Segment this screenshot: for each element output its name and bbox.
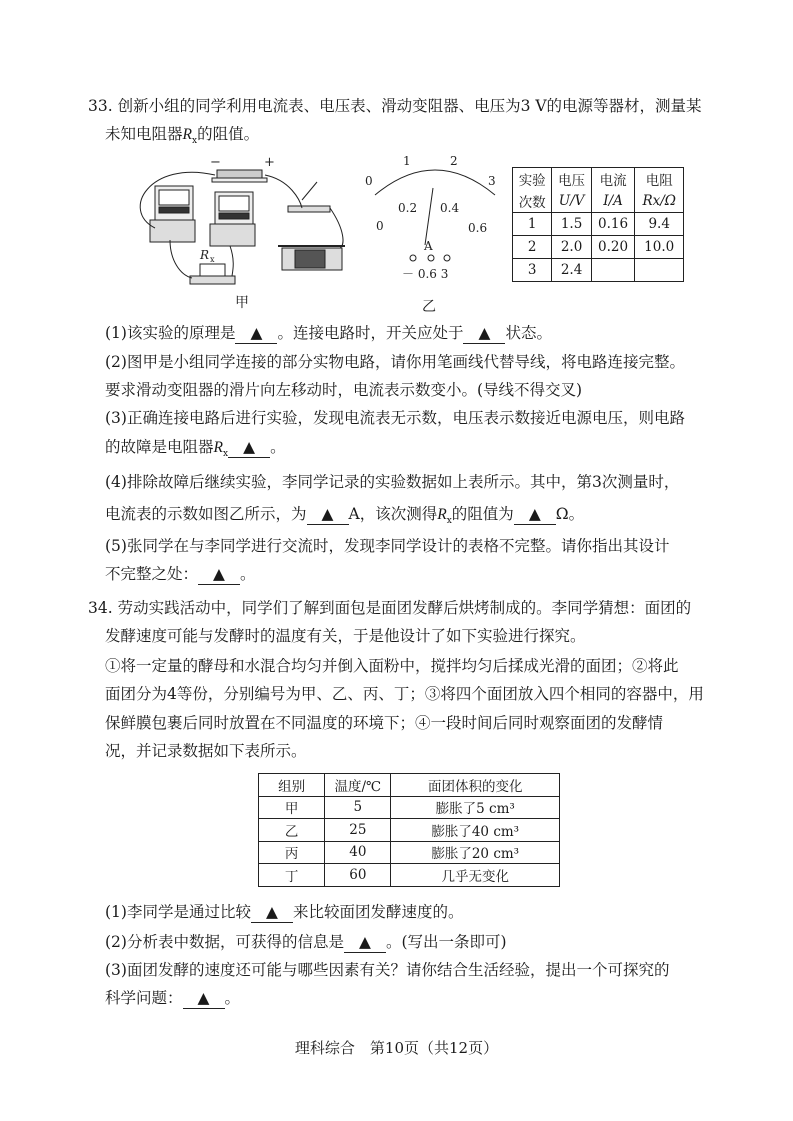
cell: Rx/Ω bbox=[635, 190, 684, 213]
cell: 膨胀了40 cm³ bbox=[391, 819, 560, 842]
switch-icon bbox=[288, 182, 330, 212]
table-row bbox=[259, 796, 560, 819]
resistor-rx-icon bbox=[190, 264, 235, 284]
answer-blank[interactable]: ▲ bbox=[463, 323, 505, 344]
cell: 9.4 bbox=[635, 213, 684, 236]
battery-icon bbox=[212, 170, 267, 182]
text: 。连接电路时，开关应处于 bbox=[277, 324, 464, 342]
rheostat-icon bbox=[278, 246, 345, 270]
cell: I/A bbox=[591, 190, 635, 213]
ammeter-icon bbox=[150, 186, 195, 242]
text: 的阻值。 bbox=[197, 125, 260, 143]
text: 。 bbox=[270, 438, 286, 456]
answer-blank[interactable]: ▲ bbox=[307, 504, 349, 525]
q33-part-5b bbox=[105, 564, 256, 585]
cell: 1.5 bbox=[552, 213, 591, 236]
cell: 电压 bbox=[552, 168, 591, 191]
text: 的阻值为 bbox=[451, 505, 514, 523]
cell: 0.16 bbox=[591, 213, 635, 236]
page-footer: 理科综合 第10页（共12页） bbox=[294, 1039, 499, 1057]
q33-part-4b bbox=[105, 504, 584, 531]
q34-stem-1: 34. 劳动实践活动中，同学们了解到面包是面团发酵后烘烤制成的。李同学猜想：面团的 bbox=[88, 599, 692, 617]
cell: 电阻 bbox=[635, 168, 684, 191]
rx-sub: x bbox=[222, 449, 229, 460]
q34-stem-3: ①将一定量的酵母和水混合均匀并倒入面粉中，搅拌均匀后揉成光滑的面团；②将此 bbox=[105, 657, 679, 675]
cell: 丁 bbox=[259, 864, 325, 887]
q34-part-3a: (3)面团发酵的速度还可能与哪些因素有关？请你结合生活经验，提出一个可探究的 bbox=[105, 961, 670, 979]
rx-symbol: R bbox=[213, 439, 223, 456]
ammeter-dial bbox=[365, 154, 496, 281]
cell: 5 bbox=[325, 796, 391, 819]
table-row bbox=[259, 841, 560, 864]
answer-blank[interactable]: ▲ bbox=[198, 564, 240, 585]
table-row bbox=[513, 236, 684, 259]
q34-part-2 bbox=[105, 932, 507, 953]
rx-symbol: R bbox=[182, 126, 192, 143]
text: 不完整之处： bbox=[105, 565, 199, 583]
q33-data-table bbox=[512, 167, 684, 282]
scale-top-2: 2 bbox=[450, 154, 458, 168]
text: 的故障是电阻器 bbox=[105, 438, 214, 456]
cell: 膨胀了5 cm³ bbox=[391, 796, 560, 819]
q34-data-table bbox=[258, 773, 560, 887]
cell: 3 bbox=[513, 259, 552, 282]
cell: 甲 bbox=[259, 796, 325, 819]
fig-label-yi: 乙 bbox=[422, 299, 436, 315]
text: 未知电阻器 bbox=[105, 125, 183, 143]
answer-blank[interactable]: ▲ bbox=[228, 437, 270, 458]
cell: 组别 bbox=[259, 774, 325, 797]
text: 电流表的示数如图乙所示，为 bbox=[105, 505, 307, 523]
text: 。(写出一条即可) bbox=[385, 933, 507, 951]
cell: 40 bbox=[325, 841, 391, 864]
table-row bbox=[513, 259, 684, 282]
cell: 膨胀了20 cm³ bbox=[391, 841, 560, 864]
cell: 60 bbox=[325, 864, 391, 887]
q34-stem-4: 面团分为4等份，分别编号为甲、乙、丙、丁；③将四个面团放入四个相同的容器中，用 bbox=[105, 685, 704, 703]
circuit-figure bbox=[130, 150, 510, 315]
q34-part-3b bbox=[105, 988, 240, 1009]
terminal-labels: － 0.6 3 bbox=[402, 267, 449, 281]
cell bbox=[591, 259, 635, 282]
text: (2)分析表中数据，可获得的信息是 bbox=[105, 933, 344, 951]
cell: 2 bbox=[513, 236, 552, 259]
text: (1)李同学是通过比较 bbox=[105, 903, 251, 921]
answer-blank[interactable]: ▲ bbox=[235, 323, 277, 344]
rx-sub: x bbox=[210, 255, 215, 264]
table-row bbox=[513, 168, 684, 191]
answer-blank[interactable]: ▲ bbox=[514, 504, 556, 525]
voltmeter-icon bbox=[210, 192, 255, 246]
text: (1)该实验的原理是 bbox=[105, 324, 236, 342]
q33-stem-2 bbox=[105, 124, 259, 151]
cell: 温度/℃ bbox=[325, 774, 391, 797]
cell: 丙 bbox=[259, 841, 325, 864]
cell: 0.20 bbox=[591, 236, 635, 259]
battery-plus-sign: + bbox=[264, 155, 275, 170]
scale-top-0: 0 bbox=[365, 174, 373, 188]
unit-label: A bbox=[424, 239, 433, 253]
text: 。 bbox=[224, 989, 241, 1007]
q34-stem-6: 况，并记录数据如下表所示。 bbox=[105, 742, 307, 760]
scale-bottom-3: 0.6 bbox=[468, 221, 488, 235]
rx-symbol: R bbox=[437, 506, 447, 523]
cell: 10.0 bbox=[635, 236, 684, 259]
cell: 几乎无变化 bbox=[391, 864, 560, 887]
table-row bbox=[259, 819, 560, 842]
cell: 2.0 bbox=[552, 236, 591, 259]
scale-bottom-1: 0.2 bbox=[398, 201, 418, 215]
answer-blank[interactable]: ▲ bbox=[344, 932, 386, 953]
rx-symbol: R bbox=[200, 248, 210, 262]
cell: 面团体积的变化 bbox=[391, 774, 560, 797]
table-row bbox=[259, 774, 560, 797]
cell: U/V bbox=[552, 190, 591, 213]
rx-sub: x bbox=[191, 136, 198, 147]
q33-part-3a: (3)正确连接电路后进行实验，发现电流表无示数，电压表示数接近电源电压，则电路 bbox=[105, 409, 685, 427]
text: 。 bbox=[240, 565, 256, 583]
text: 来比较面团发酵速度的。 bbox=[292, 903, 464, 921]
text: 状态。 bbox=[505, 324, 552, 342]
scale-bottom-2: 0.4 bbox=[440, 201, 460, 215]
q34-stem-5: 保鲜膜包裹后同时放置在不同温度的环境下；④一段时间后同时观察面团的发酵情 bbox=[105, 714, 664, 732]
answer-blank[interactable]: ▲ bbox=[183, 988, 225, 1009]
q33-part-4a: (4)排除故障后继续实验，李同学记录的实验数据如上表所示。其中，第3次测量时， bbox=[105, 473, 680, 491]
rx-sub: x bbox=[446, 516, 452, 527]
cell: 2.4 bbox=[552, 259, 591, 282]
scale-bottom-0: 0 bbox=[376, 219, 384, 233]
q33-stem-1: 33. 创新小组的同学利用电流表、电压表、滑动变阻器、电压为3 V的电源等器材，测量某 bbox=[88, 97, 702, 115]
text: Ω。 bbox=[555, 505, 585, 523]
cell: 25 bbox=[325, 819, 391, 842]
cell: 乙 bbox=[259, 819, 325, 842]
text: 科学问题： bbox=[105, 989, 183, 1007]
table-row bbox=[513, 213, 684, 236]
q33-part-2b: 要求滑动变阻器的滑片向左移动时，电流表示数变小。(导线不得交叉) bbox=[105, 381, 583, 399]
rx-label bbox=[199, 248, 215, 264]
cell: 实验 bbox=[513, 168, 552, 191]
cell: 次数 bbox=[513, 190, 552, 213]
cell: 1 bbox=[513, 213, 552, 236]
cell bbox=[635, 259, 684, 282]
fig-label-jia: 甲 bbox=[235, 295, 249, 311]
answer-blank[interactable]: ▲ bbox=[251, 902, 293, 923]
battery-minus-sign: − bbox=[210, 155, 221, 170]
q33-part-2a: (2)图甲是小组同学连接的部分实物电路，请你用笔画线代替导线，将电路连接完整。 bbox=[105, 353, 685, 371]
text: A，该次测得 bbox=[348, 505, 438, 523]
cell: 电流 bbox=[591, 168, 635, 191]
table-row bbox=[259, 864, 560, 887]
q33-part-5a: (5)张同学在与李同学进行交流时，发现李同学设计的表格不完整。请你指出其设计 bbox=[105, 537, 670, 555]
q34-part-1 bbox=[105, 902, 463, 923]
scale-top-1: 1 bbox=[403, 154, 411, 168]
q33-part-3b bbox=[105, 437, 286, 464]
q34-stem-2: 发酵速度可能与发酵时的温度有关，于是他设计了如下实验进行探究。 bbox=[105, 627, 586, 645]
table-row bbox=[513, 190, 684, 213]
q33-part-1 bbox=[105, 323, 552, 344]
scale-top-3: 3 bbox=[488, 174, 496, 188]
